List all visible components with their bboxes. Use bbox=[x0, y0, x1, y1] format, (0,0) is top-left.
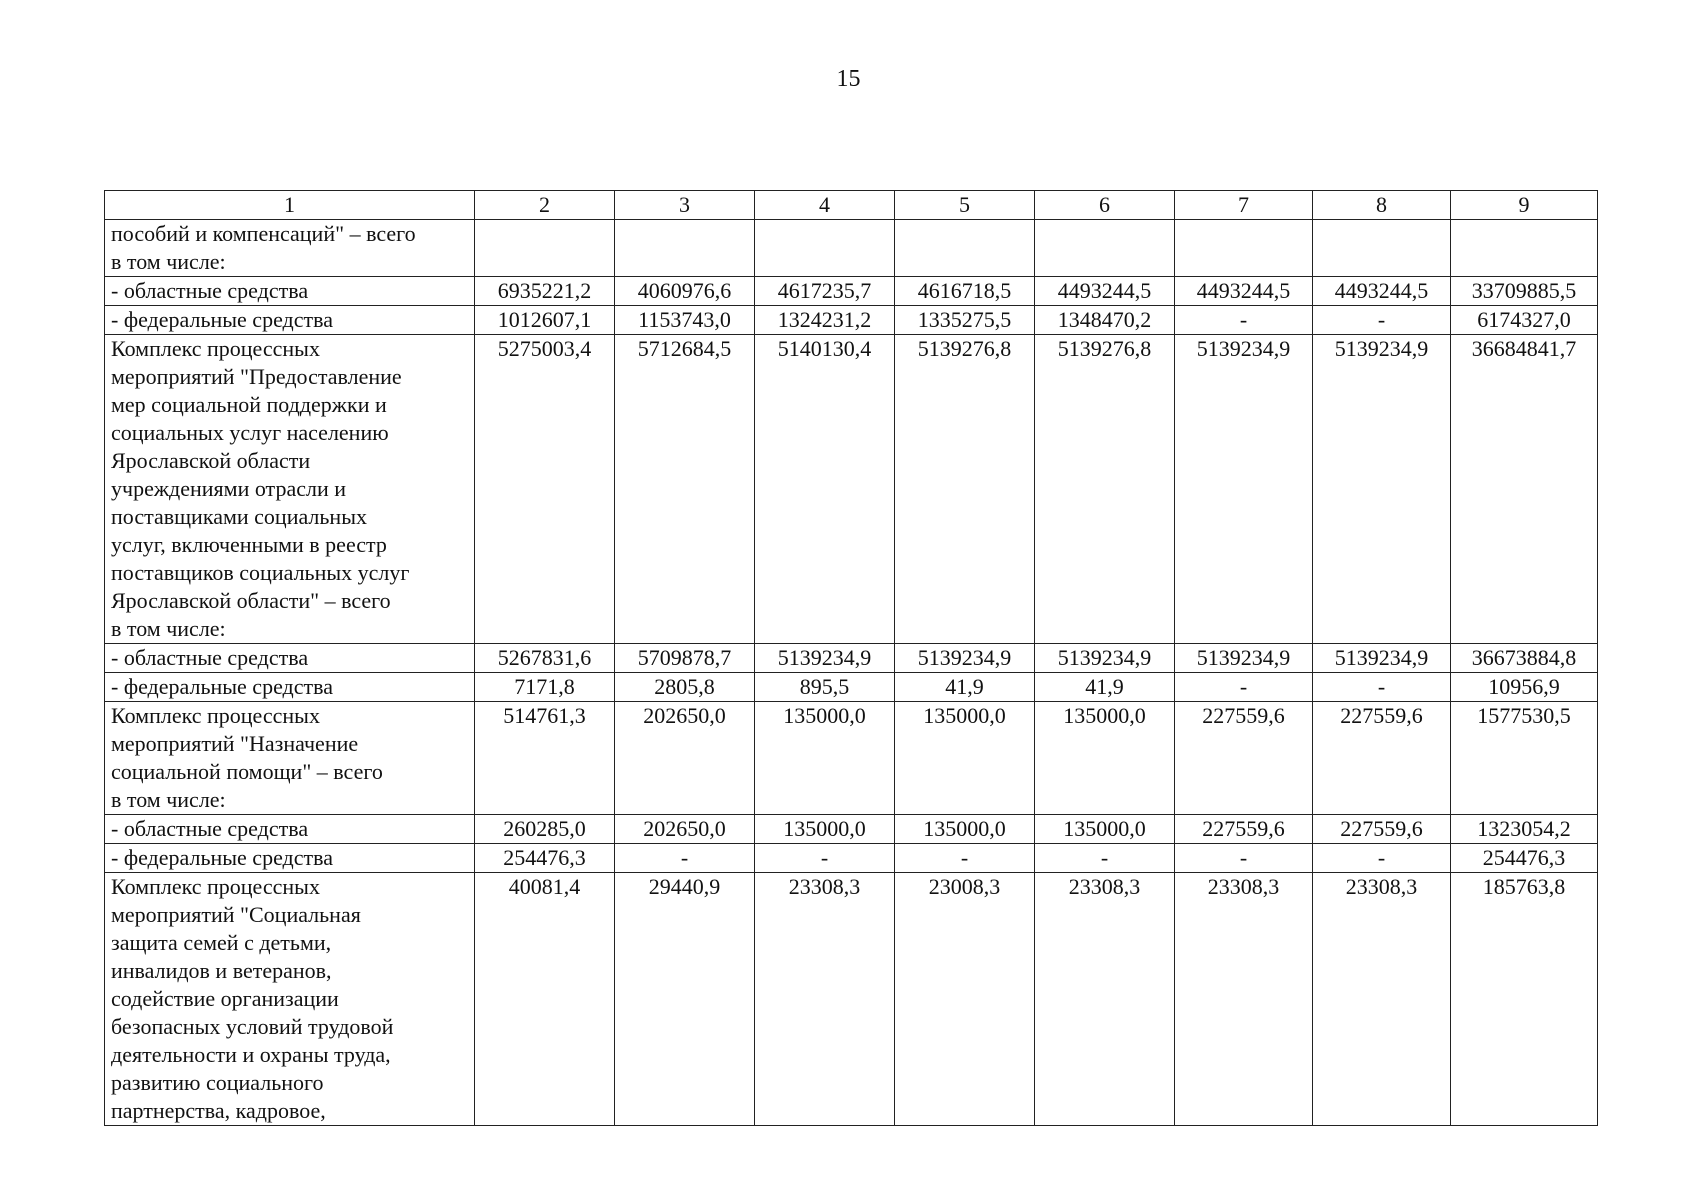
row-label-line: - федеральные средства bbox=[111, 845, 333, 870]
value-cell: 29440,9 bbox=[615, 873, 755, 1126]
row-label bbox=[105, 335, 475, 644]
column-header: 6 bbox=[1035, 191, 1175, 220]
value-cell: - bbox=[615, 844, 755, 873]
value-cell: 5139234,9 bbox=[1313, 335, 1451, 644]
value-cell: 254476,3 bbox=[1451, 844, 1598, 873]
row-label-line: безопасных условий трудовой bbox=[111, 1014, 394, 1039]
row-label-line: социальной помощи" – всего bbox=[111, 759, 383, 784]
value-cell: 4060976,6 bbox=[615, 277, 755, 306]
page-number: 15 bbox=[836, 66, 861, 92]
value-cell bbox=[895, 220, 1035, 277]
row-label-line: мероприятий "Социальная bbox=[111, 902, 361, 927]
value-cell: 5139234,9 bbox=[1035, 644, 1175, 673]
table-row bbox=[105, 844, 1598, 873]
value-cell: 185763,8 bbox=[1451, 873, 1598, 1126]
row-label-line: Ярославской области" – всего bbox=[111, 588, 391, 613]
value-cell: 135000,0 bbox=[895, 815, 1035, 844]
row-label-line: поставщиками социальных bbox=[111, 504, 367, 529]
value-cell bbox=[1451, 220, 1598, 277]
value-cell bbox=[1175, 220, 1313, 277]
row-label-line: мероприятий "Назначение bbox=[111, 731, 359, 756]
value-cell: 227559,6 bbox=[1175, 815, 1313, 844]
table-row bbox=[105, 815, 1598, 844]
value-cell: 4493244,5 bbox=[1313, 277, 1451, 306]
table-header-row bbox=[105, 191, 1598, 220]
row-label-line: партнерства, кадровое, bbox=[111, 1098, 326, 1123]
value-cell: 135000,0 bbox=[1035, 815, 1175, 844]
table-row bbox=[105, 873, 1598, 1126]
row-label-line: мер социальной поддержки и bbox=[111, 392, 387, 417]
row-label bbox=[105, 644, 475, 673]
value-cell: 135000,0 bbox=[755, 702, 895, 815]
value-cell: 5139234,9 bbox=[1175, 335, 1313, 644]
value-cell: 5139234,9 bbox=[895, 644, 1035, 673]
value-cell: 254476,3 bbox=[475, 844, 615, 873]
value-cell: 227559,6 bbox=[1313, 815, 1451, 844]
table-row bbox=[105, 702, 1598, 815]
value-cell: 10956,9 bbox=[1451, 673, 1598, 702]
value-cell: 36673884,8 bbox=[1451, 644, 1598, 673]
row-label-line: - областные средства bbox=[111, 816, 309, 841]
row-label-line: пособий и компенсаций" – всего bbox=[111, 221, 416, 246]
funding-table bbox=[104, 190, 1598, 1126]
value-cell: 5139234,9 bbox=[1313, 644, 1451, 673]
row-label-line: в том числе: bbox=[111, 249, 226, 274]
row-label-line: содействие организации bbox=[111, 986, 339, 1011]
table-row bbox=[105, 220, 1598, 277]
value-cell: 41,9 bbox=[895, 673, 1035, 702]
value-cell: 6174327,0 bbox=[1451, 306, 1598, 335]
row-label-line: в том числе: bbox=[111, 787, 226, 812]
value-cell bbox=[755, 220, 895, 277]
value-cell: 5140130,4 bbox=[755, 335, 895, 644]
value-cell: 7171,8 bbox=[475, 673, 615, 702]
row-label bbox=[105, 306, 475, 335]
row-label-line: развитию социального bbox=[111, 1070, 324, 1095]
value-cell: 1348470,2 bbox=[1035, 306, 1175, 335]
row-label-line: социальных услуг населению bbox=[111, 420, 389, 445]
row-label bbox=[105, 277, 475, 306]
table-row bbox=[105, 335, 1598, 644]
table-row bbox=[105, 277, 1598, 306]
value-cell: 202650,0 bbox=[615, 702, 755, 815]
value-cell: 5712684,5 bbox=[615, 335, 755, 644]
value-cell: 202650,0 bbox=[615, 815, 755, 844]
row-label-line: Ярославской области bbox=[111, 448, 311, 473]
row-label-line: в том числе: bbox=[111, 616, 226, 641]
value-cell: 4616718,5 bbox=[895, 277, 1035, 306]
row-label bbox=[105, 873, 475, 1126]
value-cell: 514761,3 bbox=[475, 702, 615, 815]
value-cell: 41,9 bbox=[1035, 673, 1175, 702]
value-cell bbox=[1313, 220, 1451, 277]
value-cell bbox=[1035, 220, 1175, 277]
value-cell: 1323054,2 bbox=[1451, 815, 1598, 844]
row-label-line: деятельности и охраны труда, bbox=[111, 1042, 391, 1067]
value-cell: 1577530,5 bbox=[1451, 702, 1598, 815]
row-label-line: - федеральные средства bbox=[111, 674, 333, 699]
value-cell: 5275003,4 bbox=[475, 335, 615, 644]
column-header: 7 bbox=[1175, 191, 1313, 220]
column-header: 2 bbox=[475, 191, 615, 220]
value-cell: 5139276,8 bbox=[1035, 335, 1175, 644]
row-label bbox=[105, 702, 475, 815]
column-header: 5 bbox=[895, 191, 1035, 220]
row-label-line: мероприятий "Предоставление bbox=[111, 364, 402, 389]
row-label-line: Комплекс процессных bbox=[111, 703, 320, 728]
value-cell: - bbox=[1175, 844, 1313, 873]
value-cell: 23008,3 bbox=[895, 873, 1035, 1126]
value-cell: 6935221,2 bbox=[475, 277, 615, 306]
table-row bbox=[105, 306, 1598, 335]
table-row bbox=[105, 644, 1598, 673]
value-cell: 135000,0 bbox=[895, 702, 1035, 815]
column-header: 4 bbox=[755, 191, 895, 220]
value-cell: 23308,3 bbox=[1035, 873, 1175, 1126]
value-cell: 5267831,6 bbox=[475, 644, 615, 673]
row-label-line: Комплекс процессных bbox=[111, 336, 320, 361]
value-cell: 23308,3 bbox=[1313, 873, 1451, 1126]
value-cell: - bbox=[1035, 844, 1175, 873]
row-label-line: учреждениями отрасли и bbox=[111, 476, 346, 501]
value-cell: 1335275,5 bbox=[895, 306, 1035, 335]
row-label bbox=[105, 673, 475, 702]
row-label-line: услуг, включенными в реестр bbox=[111, 532, 387, 557]
column-header: 3 bbox=[615, 191, 755, 220]
value-cell: - bbox=[1313, 306, 1451, 335]
column-header: 9 bbox=[1451, 191, 1598, 220]
value-cell: 33709885,5 bbox=[1451, 277, 1598, 306]
row-label-line: поставщиков социальных услуг bbox=[111, 560, 410, 585]
row-label-line: защита семей с детьми, bbox=[111, 930, 332, 955]
row-label-line: - областные средства bbox=[111, 278, 309, 303]
value-cell: 135000,0 bbox=[1035, 702, 1175, 815]
value-cell: - bbox=[1175, 673, 1313, 702]
value-cell: 36684841,7 bbox=[1451, 335, 1598, 644]
value-cell: 23308,3 bbox=[755, 873, 895, 1126]
value-cell: 1324231,2 bbox=[755, 306, 895, 335]
row-label-line: Комплекс процессных bbox=[111, 874, 320, 899]
table-body bbox=[105, 220, 1598, 1126]
column-header: 1 bbox=[105, 191, 475, 220]
table-row bbox=[105, 673, 1598, 702]
row-label-line: инвалидов и ветеранов, bbox=[111, 958, 332, 983]
value-cell: 2805,8 bbox=[615, 673, 755, 702]
value-cell: 895,5 bbox=[755, 673, 895, 702]
row-label-line: - федеральные средства bbox=[111, 307, 333, 332]
value-cell: - bbox=[1175, 306, 1313, 335]
value-cell: 227559,6 bbox=[1313, 702, 1451, 815]
value-cell: 5139276,8 bbox=[895, 335, 1035, 644]
value-cell: 260285,0 bbox=[475, 815, 615, 844]
value-cell: 5139234,9 bbox=[755, 644, 895, 673]
value-cell: 1153743,0 bbox=[615, 306, 755, 335]
value-cell: - bbox=[895, 844, 1035, 873]
value-cell: 5139234,9 bbox=[1175, 644, 1313, 673]
value-cell: 135000,0 bbox=[755, 815, 895, 844]
value-cell: 40081,4 bbox=[475, 873, 615, 1126]
value-cell: - bbox=[755, 844, 895, 873]
row-label bbox=[105, 815, 475, 844]
row-label bbox=[105, 220, 475, 277]
value-cell: 4617235,7 bbox=[755, 277, 895, 306]
column-header: 8 bbox=[1313, 191, 1451, 220]
value-cell bbox=[615, 220, 755, 277]
value-cell: - bbox=[1313, 673, 1451, 702]
value-cell: 4493244,5 bbox=[1175, 277, 1313, 306]
row-label bbox=[105, 844, 475, 873]
value-cell: 227559,6 bbox=[1175, 702, 1313, 815]
value-cell: 1012607,1 bbox=[475, 306, 615, 335]
row-label-line: - областные средства bbox=[111, 645, 309, 670]
value-cell: 4493244,5 bbox=[1035, 277, 1175, 306]
value-cell bbox=[475, 220, 615, 277]
value-cell: - bbox=[1313, 844, 1451, 873]
value-cell: 5709878,7 bbox=[615, 644, 755, 673]
value-cell: 23308,3 bbox=[1175, 873, 1313, 1126]
